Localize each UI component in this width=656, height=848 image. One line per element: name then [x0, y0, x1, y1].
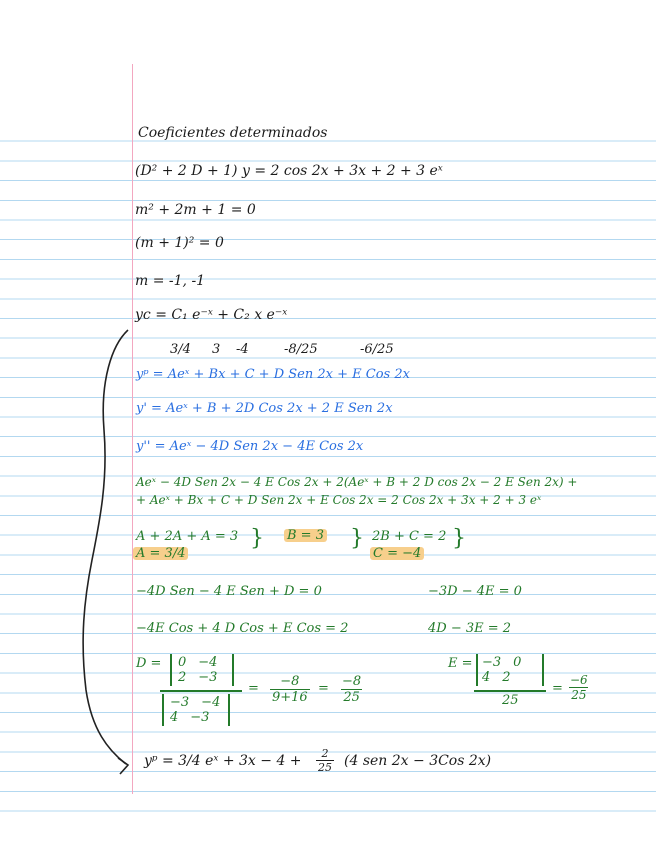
- value-A: 3/4: [170, 342, 191, 357]
- D-label: D =: [136, 656, 162, 671]
- fraction-numerator: 2: [321, 747, 329, 760]
- det-cell: −3: [198, 670, 218, 685]
- cosine-equation-simplified: 4D − 3E = 2: [428, 621, 512, 636]
- fraction-numerator: −6: [570, 673, 588, 687]
- cosine-equation: −4E Cos + 4 D Cos + E Cos = 2: [136, 621, 349, 636]
- det-cell: −4: [201, 695, 221, 710]
- value-D: -8/25: [284, 342, 318, 357]
- det-cell: −3: [170, 695, 190, 710]
- roots: m = -1, -1: [135, 273, 206, 289]
- equation-C: 2B + C = 2: [372, 529, 447, 544]
- E-label: E =: [448, 656, 473, 671]
- second-derivative: y'' = Aeˣ − 4D Sen 2x − 4E Cos 2x: [136, 439, 364, 454]
- det-cell: −3: [190, 710, 210, 725]
- substitution-line-1: Aeˣ − 4D Sen 2x − 4 E Cos 2x + 2(Aeˣ + B + 2 D cos 2x − 2 E Sen 2x) +: [136, 475, 578, 489]
- brace-right-1: }: [250, 526, 264, 551]
- E-denominator: 25: [502, 693, 519, 708]
- det-cell: 2: [502, 670, 511, 685]
- particular-form: yᵖ = Aeˣ + Bx + C + D Sen 2x + E Cos 2x: [136, 367, 410, 382]
- fraction-denominator: 25: [571, 688, 587, 702]
- fraction-denominator: 9+16: [272, 690, 308, 705]
- det-cell: 0: [513, 655, 522, 670]
- value-E: -6/25: [360, 342, 394, 357]
- final-parenthesis: (4 sen 2x − 3Cos 2x): [344, 753, 492, 769]
- page-title: Coeficientes determinados: [138, 125, 328, 141]
- sine-equation: −4D Sen − 4 E Sen + D = 0: [136, 584, 322, 599]
- complementary-solution: yc = C₁ e⁻ˣ + C₂ x e⁻ˣ: [135, 307, 288, 323]
- value-B: 3: [212, 342, 221, 357]
- det-cell: 0: [178, 655, 187, 670]
- det-cell: 2: [178, 670, 187, 685]
- equals-sign: =: [248, 681, 259, 696]
- fraction-numerator: −8: [280, 674, 300, 689]
- differential-equation: (D² + 2 D + 1) y = 2 cos 2x + 3x + 2 + 3 eˣ: [135, 163, 443, 179]
- equals-sign: =: [552, 681, 563, 696]
- factored-equation: (m + 1)² = 0: [135, 235, 224, 251]
- result-C: C = −4: [370, 547, 424, 560]
- sine-equation-simplified: −3D − 4E = 0: [428, 584, 522, 599]
- characteristic-equation: m² + 2m + 1 = 0: [135, 202, 256, 218]
- equation-A: A + 2A + A = 3: [136, 529, 239, 544]
- result-A: A = 3/4: [133, 547, 188, 560]
- fraction-denominator: 25: [343, 690, 360, 705]
- fraction-denominator: 25: [318, 761, 332, 774]
- det-cell: −3: [482, 655, 502, 670]
- brace-right-3: }: [452, 526, 466, 551]
- equals-sign: =: [318, 681, 329, 696]
- substitution-line-2: + Aeˣ + Bx + C + D Sen 2x + E Cos 2x = 2 Cos 2x + 3x + 2 + 3 eˣ: [136, 493, 542, 507]
- fraction-numerator: −8: [342, 674, 362, 689]
- brace-right-2: }: [350, 526, 364, 551]
- det-cell: −4: [198, 655, 218, 670]
- value-C: -4: [236, 342, 249, 357]
- det-cell: 4: [170, 710, 179, 725]
- det-cell: 4: [482, 670, 491, 685]
- first-derivative: y' = Aeˣ + B + 2D Cos 2x + 2 E Sen 2x: [136, 401, 393, 416]
- result-B: B = 3: [284, 529, 327, 542]
- final-solution: yᵖ = 3/4 eˣ + 3x − 4 +: [144, 753, 302, 769]
